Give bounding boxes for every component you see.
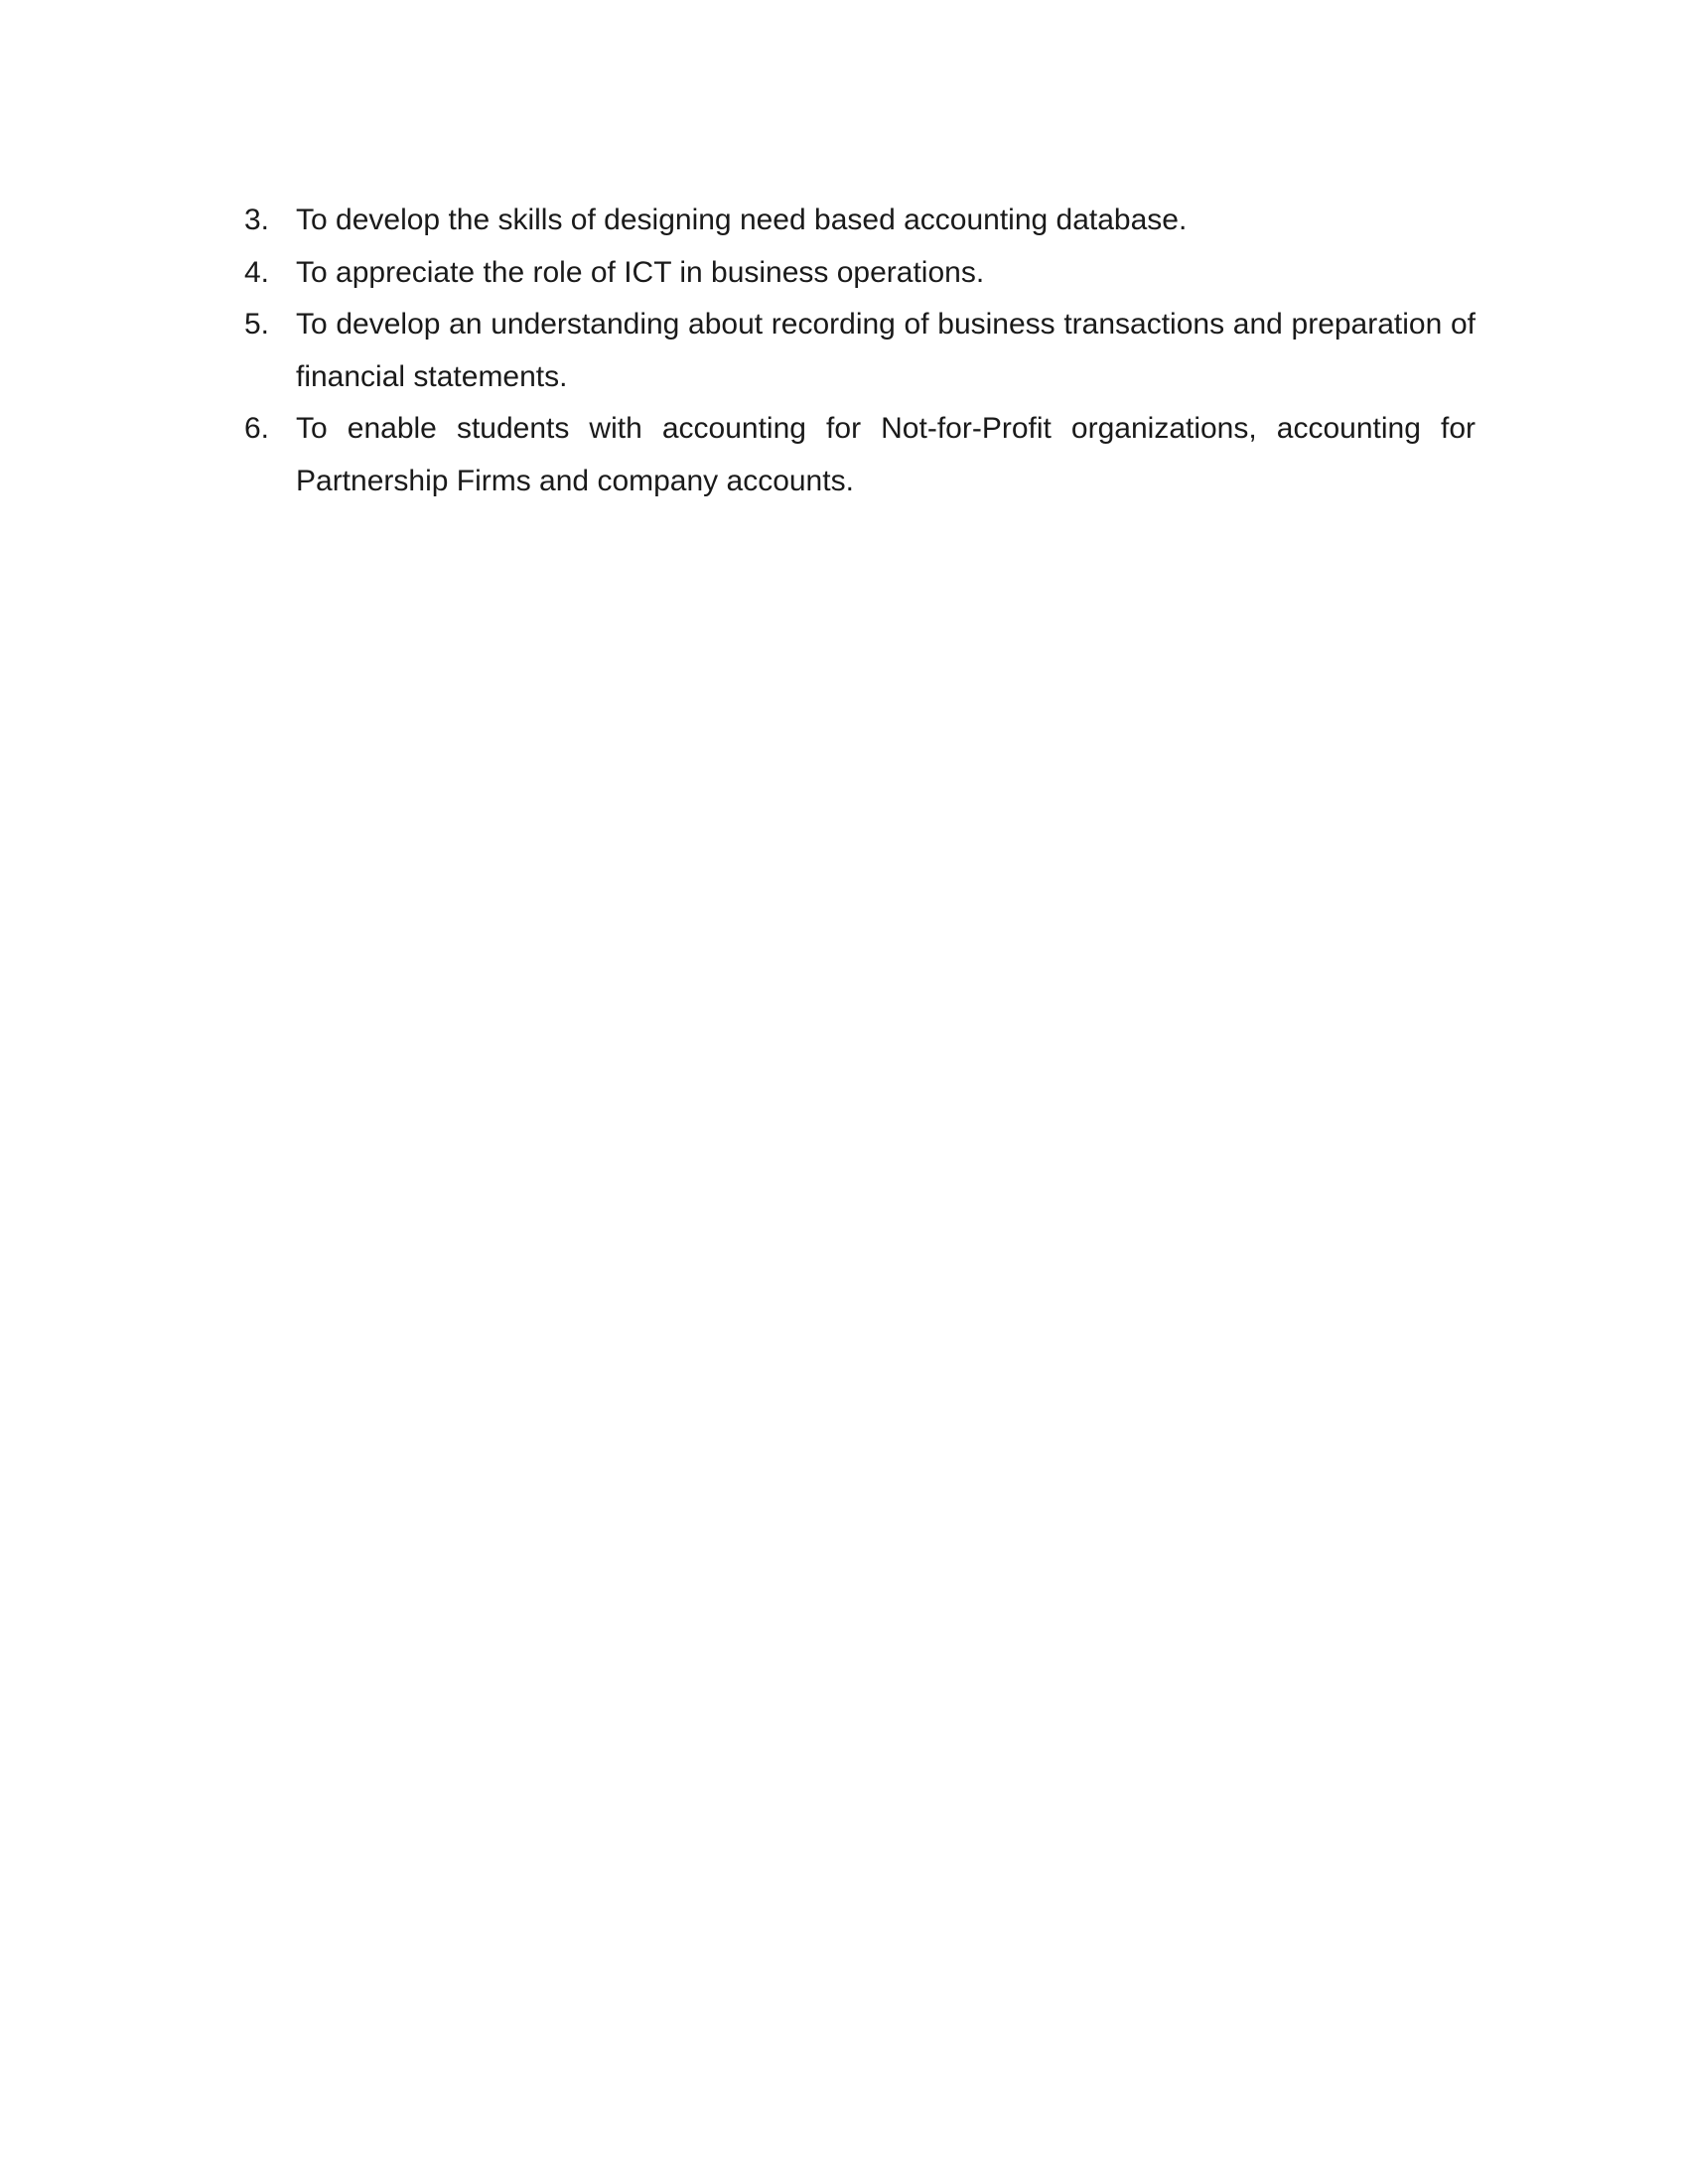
item-number: 6.	[244, 412, 270, 445]
item-text: To develop the skills of designing need based accounting database.	[296, 204, 1188, 236]
item-number: 5.	[244, 308, 270, 341]
list-item	[244, 299, 1476, 403]
list-item	[244, 247, 1476, 300]
item-text: To appreciate the role of ICT in business operations.	[296, 255, 985, 289]
objectives-list	[244, 195, 1476, 507]
item-number: 3.	[244, 204, 270, 236]
item-text: To enable students with accounting for Not-for-Profit organizations, accounting for Partnership Firms and company accounts.	[296, 412, 1476, 497]
list-item	[244, 403, 1476, 507]
item-number: 4.	[244, 255, 270, 289]
item-text: To develop an understanding about recording of business transactions and preparation of financial statements.	[296, 308, 1476, 393]
list-item	[244, 195, 1476, 247]
